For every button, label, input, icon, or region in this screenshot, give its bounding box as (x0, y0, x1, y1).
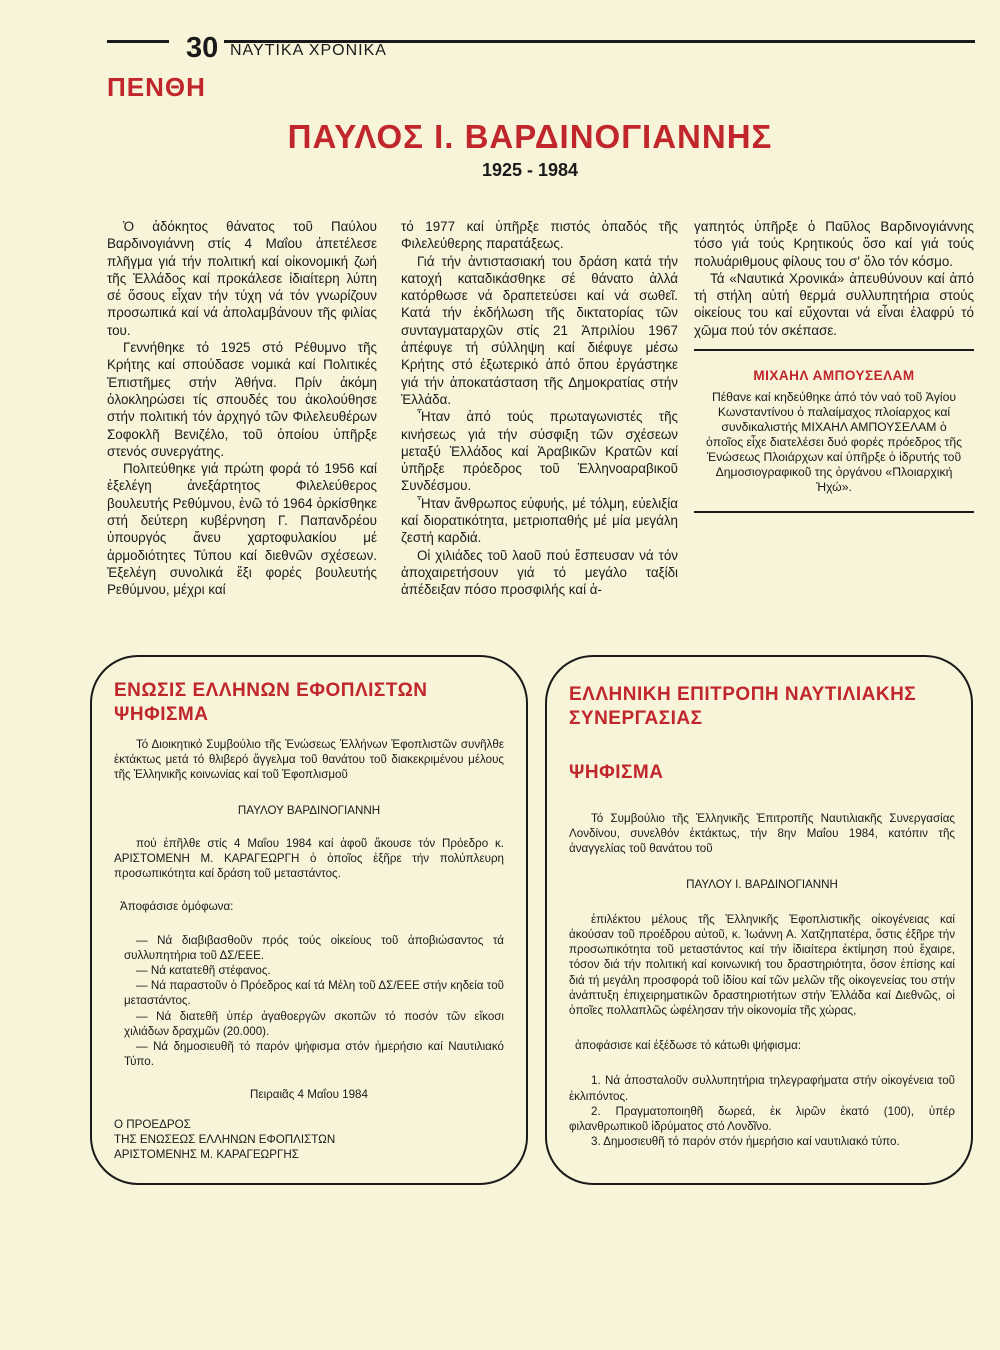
obituary-name: ΜΙΧΑΗΛ ΑΜΠΟΥΣΕΛΑΜ (753, 368, 915, 384)
resolution-intro: Τό Διοικητικό Συμβούλιο τῆς Ἑνώσεως Ἑλλήνων Ἐφοπλιστῶν συνῆλθε ἐκτάκτως μετά τό θλιβερό ἄγγελμα τοῦ θανάτου τοῦ διακεκριμένου μέλους τῆς Ἑλληνικῆς κοινωνίας καί τοῦ Ἐφοπλισμοῦ (114, 738, 504, 782)
place-date: Πειραιᾶς 4 Μαΐου 1984 (250, 1088, 368, 1102)
resolution-body: ἐπιλέκτου μέλους τῆς Ἑλληνικῆς Ἐφοπλιστικῆς οἰκογένειας καί ἀκούσαν τοῦ προέδρου αὐτοῦ, κ. Ἰωάννη Α. Χατζηπατέρα, ὅστις ἐξῆρε τήν προσωπικότητα τοῦ μεταστάντος καί τήν ἰδιαίτερα ἐκτίμηση πού ἔχαιρε, τόσον διά τήν πολιτική καί κοινωνική του δραστηριότητα, ὅσον ἐπίσης καί διά τή μεγάλη προσφορά τοῦ ἰδίου καί τῶν μελῶν τῆς οἰκογενείας του στήν ἀνάπτυξη ἐπιχειρηματικῶν δραστηριοτήτων στήν Ἑλλάδα καί Διεθνῶς, οἱ ὁποῖες πολλαπλῶς ὠφέλησαν τήν οἰκονομία τῆς χώρας, (569, 912, 955, 1018)
signature-org: ΤΗΣ ΕΝΩΣΕΩΣ ΕΛΛΗΝΩΝ ΕΦΟΠΛΙΣΤΩΝ (114, 1132, 336, 1146)
resolution-item: — Νά κατατεθῆ στέφανος. (136, 964, 271, 978)
paragraph: τό 1977 καί ὑπῆρξε πιστός ὀπαδός τῆς Φιλελεύθερης παρατάξεως. (401, 219, 678, 252)
divider (694, 511, 974, 513)
page-number: 30 (186, 32, 219, 64)
paragraph: Τά «Ναυτικά Χρονικά» ἀπευθύνουν καί ἀπό τή στήλη αὐτή θερμά συλλυπητήρια στούς οἰκείους του καί εὔχονται νά εἶναι ἐλαφρύ τό χῶμα πού τόν σκέπασε. (694, 270, 974, 338)
resolution-item: — Νά διατεθῆ ὑπέρ ἀγαθοεργῶν σκοπῶν τό ποσόν τῶν εἴκοσι χιλιάδων δραχμῶν (20.000). (124, 1009, 504, 1038)
resolution-intro: Τό Συμβούλιο τῆς Ἑλληνικῆς Ἐπιτροπῆς Ναυτιλιακῆς Συνεργασίας Λονδίνου, συνελθόν ἐκτάκτως, τήν 8ην Μαΐου 1984, κατόπιν τῆς ἀναγγελίας τοῦ θανάτου τοῦ (569, 812, 955, 856)
paragraph: Ἦταν ἄνθρωπος εὐφυής, μέ τόλμη, εὐελιξία καί διορατικότητα, μετριοπαθής μέ μία μεγάλη ζεστή καρδιά. (401, 495, 678, 546)
paragraph: Ἦταν ἀπό τούς πρωταγωνιστές τῆς κινήσεως γιά τήν σύσφιξη τῶν σχέσεων μεταξύ Ἑλλάδος καί Ἀραβικῶν Κρατῶν καί ὑπῆρξε πρόεδρος τοῦ Ἑλληνοαραβικοῦ Συνδέσμου. (401, 409, 678, 494)
deceased-name: ΠΑΥΛΟΥ ΒΑΡΔΙΝΟΓΙΑΝΝΗ (237, 803, 381, 817)
resolution-items (114, 933, 504, 1070)
paragraph: Γιά τήν ἀντιστασιακή του δράση κατά τήν κατοχή καταδικάσθηκε σέ θάνατο ἀλλά κατόρθωσε νά δραπετεύσει καί νά σωθεῖ. Κατά τήν ἐκδήλωση τῆς δικτατορίας τῶν συνταγματαρχῶν στίς 21 Ἀπριλίου 1967 ἀπέφυγε τή σύλληψη καί διέφυγε μέσω Κρήτης στό ἐξωτερικό ἀπό ὅπου ἐργάστηκε γιά τήν ἀποκατάσταση τῆς Δημοκρατίας στήν Ἑλλάδα. (401, 253, 678, 407)
obituary-text: Πέθανε καί κηδεύθηκε ἀπό τόν ναό τοῦ Ἁγίου Κωνσταντίνου ὁ παλαίμαχος πλοίαρχος καί συνδικαλιστής ΜΙΧΑΗΛ ΑΜΠΟΥΣΕΛΑΜ ὁ ὁποῖος εἶχε διατελέσει δυό φορές πρόεδρος τῆς Ἑνώσεως Πλοιάρχων καί ὑπῆρξε ὁ ἱδρυτής τοῦ Δημοσιογραφικοῦ της ὀργάνου «Πλοιαρχική Ἠχώ». (706, 390, 962, 495)
article-column-1 (107, 218, 377, 599)
box-subtitle: ΨΗΦΙΣΜΑ (569, 762, 664, 783)
resolution-item: — Νά διαβιβασθοῦν πρός τούς οἰκείους τοῦ ἀποβιώσαντος τά συλλυπητήρια τοῦ ΔΣ/ΕΕΕ. (124, 933, 504, 962)
article-title: ΠΑΥΛΟΣ Ι. ΒΑΡΔΙΝΟΓΙΑΝΝΗΣ (287, 118, 773, 155)
resolution-box-committee (545, 655, 973, 1185)
box-title: ΕΛΛΗΝΙΚΗ ΕΠΙΤΡΟΠΗ ΝΑΥΤΙΛΙΑΚΗΣ (569, 684, 917, 705)
resolution-decided: Ἀποφάσισε ὁμόφωνα: (120, 900, 234, 914)
box-subtitle: ΨΗΦΙΣΜΑ (114, 704, 209, 725)
resolution-item: — Νά δημοσιευθῆ τό παρόν ψήφισμα στόν ἡμερήσιο καί Ναυτιλιακό Τύπο. (124, 1040, 504, 1069)
signature-title: Ο ΠΡΟΕΔΡΟΣ (114, 1117, 191, 1131)
paragraph: γαπητός ὑπῆρξε ὁ Παῦλος Βαρδινογιάννης τόσο γιά τούς Κρητικούς ὅσο καί γιά τούς πολυάριθμους φίλους του σ' ὅλο τόν κόσμο. (694, 219, 974, 269)
resolution-decides: ἀποφάσισε καί ἐξέδωσε τό κάτωθι ψήφισμα: (575, 1039, 802, 1053)
divider (694, 349, 974, 351)
box-title-cont: ΣΥΝΕΡΓΑΣΙΑΣ (569, 708, 703, 729)
article-column-3 (694, 218, 974, 513)
signature-name: ΑΡΙΣΤΟΜΕΝΗΣ Μ. ΚΑΡΑΓΕΩΡΓΗΣ (114, 1148, 299, 1162)
paragraph: Οἱ χιλιάδες τοῦ λαοῦ πού ἔσπευσαν νά τόν ἀποχαιρετήσουν γιά τό μεγάλο ταξίδι ἀπέδειξαν πόσο προσφιλής καί ἀ- (401, 547, 678, 598)
resolution-item: 2. Πραγματοποιηθῆ δωρεά, ἐκ λιρῶν ἑκατό (100), ὑπέρ φιλανθρωπικοῦ ἱδρύματος στό Λονδῖνο. (569, 1104, 955, 1134)
resolution-item: — Νά παραστοῦν ὁ Πρόεδρος καί τά Μέλη τοῦ ΔΣ/ΕΕΕ στήν κηδεία τοῦ μεταστάντος. (124, 979, 504, 1008)
article-column-2 (401, 218, 678, 599)
paragraph: Ὁ ἀδόκητος θάνατος τοῦ Παύλου Βαρδινογιάννη στίς 4 Μαΐου ἀπετέλεσε πλῆγμα γιά τήν πολιτική καί οἰκονομική ζωή τῆς Ἑλλάδος καί προκάλεσε ἰδιαίτερη λύπη σέ ὅσους εἶχαν τήν τύχη νά τόν γνωρίζουν προσωπικά καί νά ἀπολαμβάνουν τῆς φιλίας του. (107, 219, 377, 338)
deceased-name: ΠΑΥΛΟΥ Ι. ΒΑΡΔΙΝΟΓΙΑΝΝΗ (686, 877, 838, 891)
resolution-item: 3. Δημοσιευθῆ τό παρόν στόν ἡμερήσιο καί ναυτιλιακό τύπο. (591, 1135, 900, 1149)
article-years: 1925 - 1984 (481, 160, 579, 180)
header-rule-left (107, 40, 169, 43)
paragraph: Γεννήθηκε τό 1925 στό Ρέθυμνο τῆς Κρήτης καί σπούδασε νομικά καί Πολιτικές Ἐπιστῆμες στήν Ἀθήνα. Πρίν ἀκόμη ὁλοκληρώσει τίς σπουδές του ἀκολούθησε στήν πολιτική τόν ἀρχηγό τῶν Φιλελευθέρων Σοφοκλῆ Βενιζέλο, τοῦ ὁποίου ὑπῆρξε στενός συνεργάτης. (107, 340, 377, 459)
magazine-name: ΝΑΥΤΙΚΑ ΧΡΟΝΙΚΑ (230, 42, 387, 59)
resolution-death: πού ἐπῆλθε στίς 4 Μαΐου 1984 καί ἀφοῦ ἄκουσε τόν Πρόεδρο κ. ΑΡΙΣΤΟΜΕΝΗ Μ. ΚΑΡΑΓΕΩΡΓΗ ὁ ὁποῖος ἐξῆρε τήν πολύπλευρη προσωπικότητα καί δράση τοῦ μεταστάντος. (114, 836, 504, 881)
paragraph: Πολιτεύθηκε γιά πρώτη φορά τό 1956 καί ἐξελέγη ἀνεξάρτητος Φιλελεύθερος βουλευτής Ρεθύμνου, ἐνῶ τό 1964 ὁρκίσθηκε στή δεύτερη κυβέρνηση Γ. Παπανδρέου ὑπουργός ἄνευ χαρτοφυλακίου μέ ἁρμοδιότητες Τύπου καί διεθνῶν σχέσεων. Ἐξελέγη συνολικά ἕξι φορές βουλευτής Ρεθύμνου, μέχρι καί (107, 461, 377, 598)
box-title: ΕΝΩΣΙΣ ΕΛΛΗΝΩΝ ΕΦΟΠΛΙΣΤΩΝ (114, 680, 428, 701)
resolution-item: 1. Νά ἀποσταλοῦν συλλυπητήρια τηλεγραφήματα στήν οἰκογένεια τοῦ ἐκλιπόντος. (569, 1074, 955, 1103)
resolution-box-shipowners (90, 655, 528, 1185)
section-title: ΠΕΝΘΗ (107, 72, 206, 102)
